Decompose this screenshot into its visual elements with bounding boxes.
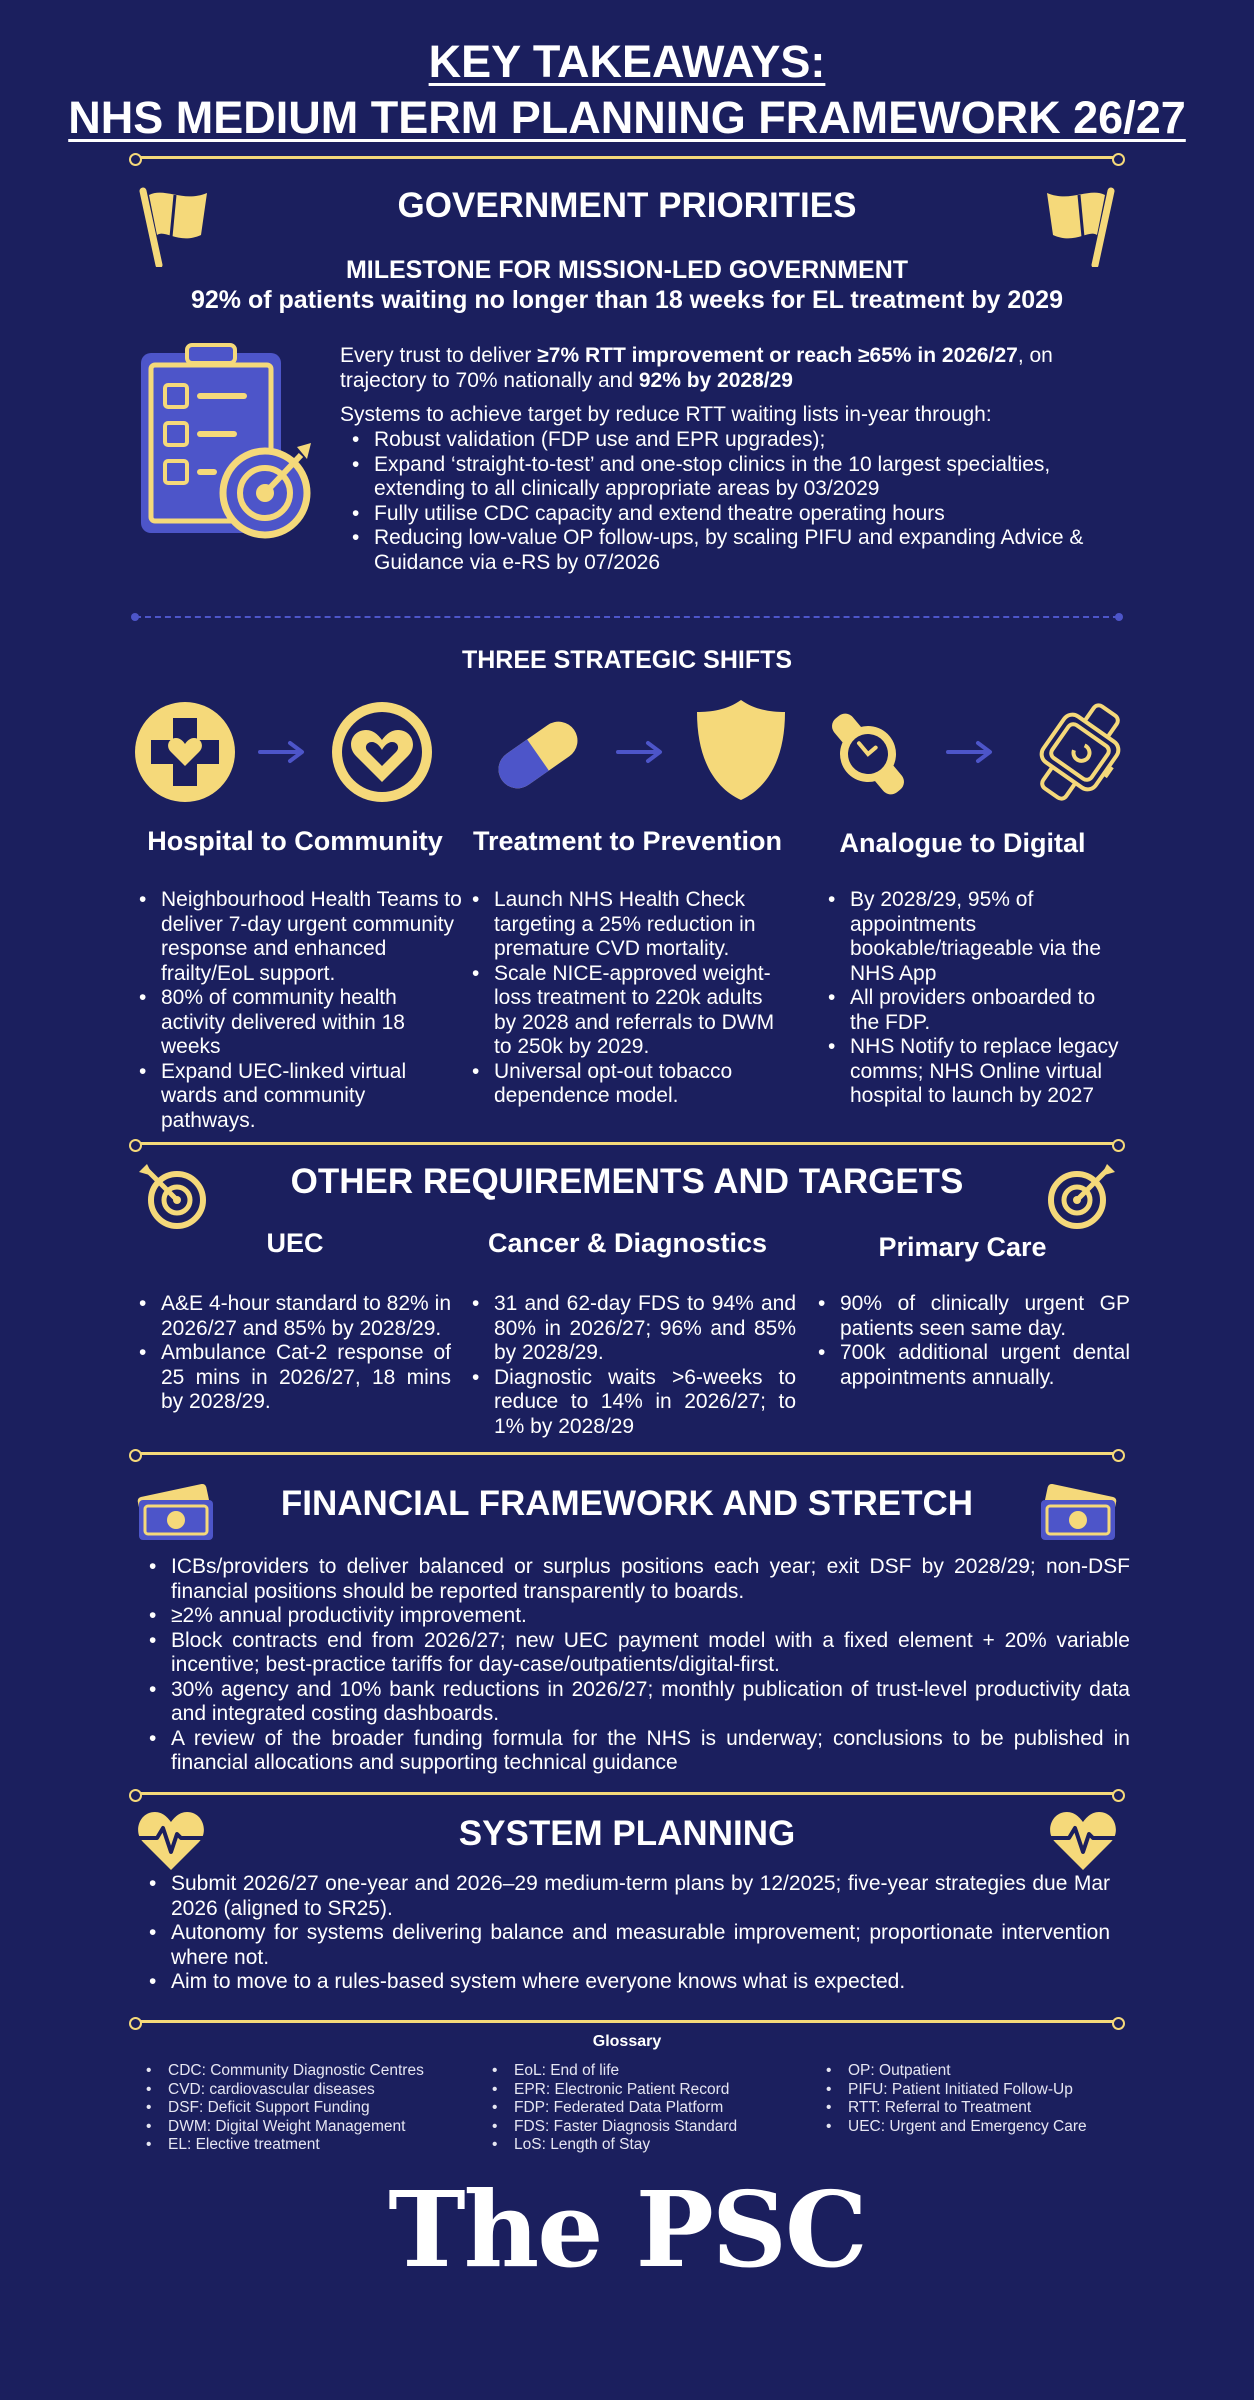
requirement-bullets	[135, 1292, 451, 1415]
shift-title: Hospital to Community	[147, 826, 443, 856]
list-item: • NHS Notify to replace legacy comms; NHS Online virtual hospital to launch by 2027	[824, 1035, 1124, 1109]
divider	[135, 1792, 1119, 1795]
shifts-heading: THREE STRATEGIC SHIFTS	[461, 646, 793, 674]
glossary-item: • DSF: Deficit Support Funding	[142, 2099, 472, 2118]
glossary-item: • EoL: End of life	[488, 2062, 818, 2081]
divider	[135, 1142, 1119, 1145]
smartwatch-icon	[1030, 700, 1130, 804]
glossary-item: • PIFU: Patient Initiated Follow-Up	[822, 2081, 1142, 2100]
list-item: • Scale NICE-approved weight-loss treatment to 220k adults by 2028 and referrals to DWM to 250k by 2029.	[468, 962, 788, 1060]
glossary-column	[142, 2062, 472, 2155]
glossary-column	[488, 2062, 818, 2155]
medical-cross-heart-icon	[133, 700, 237, 804]
shift-bullets	[824, 888, 1124, 1109]
glossary-item: • LoS: Length of Stay	[488, 2136, 818, 2155]
psc-logo: The PSC	[388, 2168, 866, 2291]
list-item: • Robust validation (FDP use and EPR upgrades);	[348, 428, 1128, 453]
list-item: • ICBs/providers to deliver balanced or surplus positions each year; exit DSF by 2028/29; non-DSF financial positions should be reported transparently to boards.	[145, 1555, 1130, 1604]
glossary-item: • DWM: Digital Weight Management	[142, 2118, 472, 2137]
arrow-right-icon	[946, 740, 996, 764]
list-item: • Expand UEC-linked virtual wards and community pathways.	[135, 1060, 465, 1134]
arrow-right-icon	[258, 740, 308, 764]
glossary-heading: Glossary	[592, 2033, 662, 2050]
government-heading: GOVERNMENT PRIORITIES	[397, 186, 857, 225]
requirement-title: Cancer & Diagnostics	[487, 1228, 768, 1258]
list-item: • Launch NHS Health Check targeting a 25% reduction in premature CVD mortality.	[468, 888, 788, 962]
glossary-item: • FDS: Faster Diagnosis Standard	[488, 2118, 818, 2137]
list-item: • Diagnostic waits >6-weeks to reduce to 14% in 2026/27; to 1% by 2028/29	[468, 1366, 796, 1440]
pill-capsule-icon	[488, 710, 588, 800]
divider	[135, 2020, 1119, 2023]
list-item: • 700k additional urgent dental appointments annually.	[814, 1341, 1130, 1390]
planning-bullets	[145, 1872, 1110, 1995]
list-item: • Universal opt-out tobacco dependence model.	[468, 1060, 788, 1109]
shift-bullets	[468, 888, 788, 1109]
government-bullets	[348, 428, 1128, 575]
list-item: • 30% agency and 10% bank reductions in 2026/27; monthly publication of trust-level productivity data and integrated costing dashboards.	[145, 1678, 1130, 1727]
government-systems: Systems to achieve target by reduce RTT waiting lists in-year through:	[340, 403, 992, 426]
glossary-item: • OP: Outpatient	[822, 2062, 1142, 2081]
list-item: • ≥2% annual productivity improvement.	[145, 1604, 1130, 1629]
title-line1: KEY TAKEAWAYS:	[428, 36, 826, 87]
list-item: • By 2028/29, 95% of appointments bookable/triageable via the NHS App	[824, 888, 1124, 986]
milestone-target: 92% of patients waiting no longer than 18 weeks for EL treatment by 2029	[191, 286, 1063, 314]
shift-title: Treatment to Prevention	[472, 826, 783, 856]
glossary-item: • CVD: cardiovascular diseases	[142, 2081, 472, 2100]
glossary-column	[822, 2062, 1142, 2136]
list-item: • Block contracts end from 2026/27; new UEC payment model with a fixed element + 20% variable incentive; best-practice tariffs for day-case/outpatients/digital-first.	[145, 1629, 1130, 1678]
other-heading: OTHER REQUIREMENTS AND TARGETS	[290, 1162, 964, 1201]
divider	[135, 1452, 1119, 1455]
financial-bullets	[145, 1555, 1130, 1776]
shift-bullets	[135, 888, 465, 1133]
government-intro: Every trust to deliver ≥7% RTT improvement or reach ≥65% in 2026/27, on trajectory to 70% nationally and 92% by 2028/29	[340, 344, 1053, 392]
requirement-bullets	[814, 1292, 1130, 1390]
list-item: • 80% of community health activity delivered within 18 weeks	[135, 986, 465, 1060]
financial-heading: FINANCIAL FRAMEWORK AND STRETCH	[280, 1484, 974, 1523]
shift-title: Analogue to Digital	[839, 828, 1086, 858]
milestone-label: MILESTONE FOR MISSION-LED GOVERNMENT	[345, 256, 909, 284]
list-item: • Aim to move to a rules-based system where everyone knows what is expected.	[145, 1970, 1110, 1995]
glossary-item: • EL: Elective treatment	[142, 2136, 472, 2155]
requirement-title: UEC	[266, 1228, 324, 1258]
list-item: • 31 and 62-day FDS to 94% and 80% in 2026/27; 96% and 85% by 2028/29.	[468, 1292, 796, 1366]
list-item: • Autonomy for systems delivering balance and measurable improvement; proportionate intervention where not.	[145, 1921, 1110, 1970]
title-line2: NHS MEDIUM TERM PLANNING FRAMEWORK 26/27	[68, 92, 1186, 143]
list-item: • All providers onboarded to the FDP.	[824, 986, 1124, 1035]
glossary-item: • CDC: Community Diagnostic Centres	[142, 2062, 472, 2081]
glossary-item: • RTT: Referral to Treatment	[822, 2099, 1142, 2118]
list-item: • A&E 4-hour standard to 82% in 2026/27 and 85% by 2028/29.	[135, 1292, 451, 1341]
heart-hands-icon	[330, 700, 434, 804]
glossary-item: • FDP: Federated Data Platform	[488, 2099, 818, 2118]
glossary-item: • UEC: Urgent and Emergency Care	[822, 2118, 1142, 2137]
list-item: • A review of the broader funding formula for the NHS is underway; conclusions to be published in financial allocations and supporting technical guidance	[145, 1727, 1130, 1776]
list-item: • Expand ‘straight-to-test’ and one-stop clinics in the 10 largest specialties, extending to all clinically appropriate areas by 03/2029	[348, 453, 1128, 502]
glossary-item: • EPR: Electronic Patient Record	[488, 2081, 818, 2100]
shield-icon	[695, 698, 787, 802]
list-item: • 90% of clinically urgent GP patients seen same day.	[814, 1292, 1130, 1341]
clipboard-target-icon	[135, 343, 315, 543]
list-item: • Ambulance Cat-2 response of 25 mins in 2026/27, 18 mins by 2028/29.	[135, 1341, 451, 1415]
stopwatch-icon	[818, 704, 918, 804]
divider	[135, 156, 1119, 159]
requirement-title: Primary Care	[878, 1232, 1047, 1262]
list-item: • Reducing low-value OP follow-ups, by scaling PIFU and expanding Advice & Guidance via e-RS by 07/2026	[348, 526, 1128, 575]
planning-heading: SYSTEM PLANNING	[458, 1814, 796, 1853]
arrow-right-icon	[616, 740, 666, 764]
requirement-bullets	[468, 1292, 796, 1439]
list-item: • Neighbourhood Health Teams to deliver 7-day urgent community response and enhanced frailty/EoL support.	[135, 888, 465, 986]
divider	[135, 616, 1119, 618]
list-item: • Fully utilise CDC capacity and extend theatre operating hours	[348, 502, 1128, 527]
list-item: • Submit 2026/27 one-year and 2026–29 medium-term plans by 12/2025; five-year strategies due Mar 2026 (aligned to SR25).	[145, 1872, 1110, 1921]
